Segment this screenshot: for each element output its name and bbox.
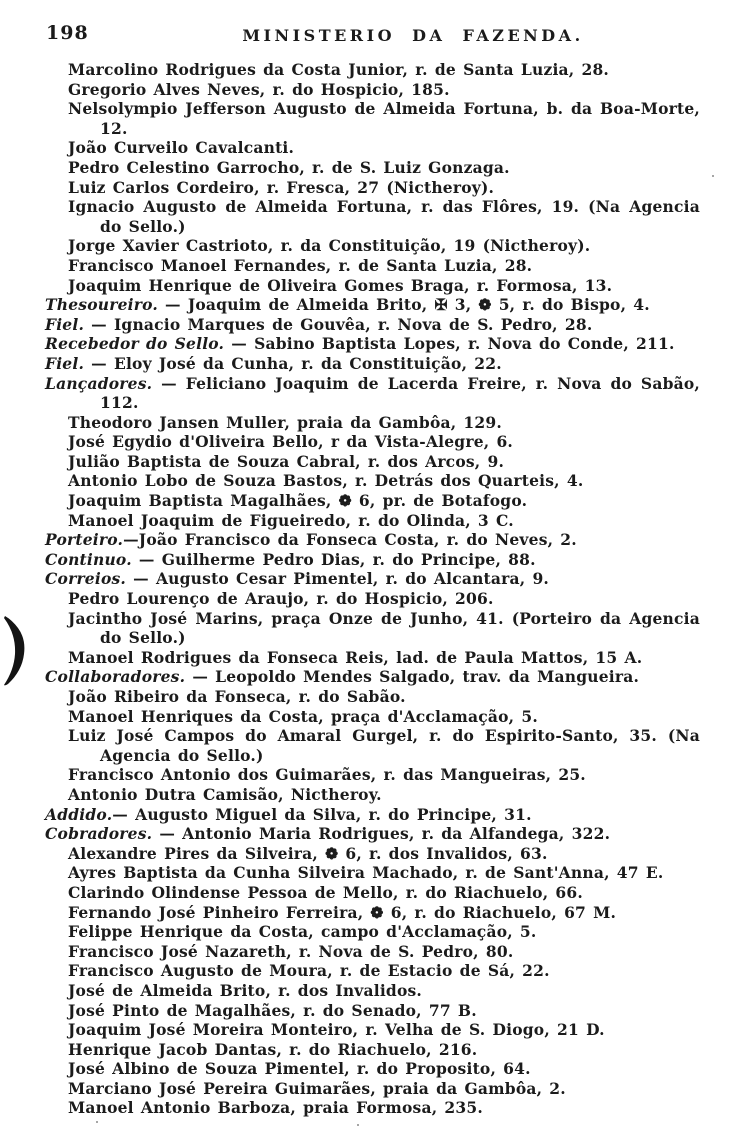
directory-entry <box>0 315 736 335</box>
entry-text: Francisco Augusto de Moura, r. de Estacio de Sá, 22. <box>68 961 550 981</box>
ink-blot-artifact <box>2 614 30 688</box>
directory-entry <box>0 667 736 687</box>
entry-role-label: Addido. <box>45 804 113 824</box>
entry-role-label: Thesoureiro. <box>45 295 158 315</box>
entry-text: Jorge Xavier Castrioto, r. da Constituição, 19 (Nictheroy). <box>68 236 591 256</box>
entry-role-label: Fiel. <box>45 314 85 334</box>
entry-text: Henrique Jacob Dantas, r. do Riachuelo, 216. <box>68 1039 478 1059</box>
entry-text: Theodoro Jansen Muller, praia da Gambôa, 129. <box>68 412 502 432</box>
directory-entry <box>0 648 736 668</box>
entry-text: José Albino de Souza Pimentel, r. do Proposito, 64. <box>68 1059 531 1079</box>
entry-separator: — <box>84 353 114 373</box>
directory-entry <box>0 707 736 727</box>
directory-entry <box>0 236 736 256</box>
entry-text: Luiz Carlos Cordeiro, r. Fresca, 27 (Nictheroy). <box>68 177 495 197</box>
directory-entry <box>0 805 736 825</box>
directory-entry <box>0 530 736 550</box>
directory-entry <box>0 687 736 707</box>
directory-entry <box>0 863 736 883</box>
directory-entry <box>0 60 736 80</box>
directory-entry <box>0 883 736 903</box>
directory-entry <box>0 432 736 452</box>
directory-entry <box>0 1001 736 1021</box>
scan-speckle <box>357 1124 359 1126</box>
entry-role-label: Fiel. <box>45 353 85 373</box>
entry-text: Joaquim Baptista Magalhães, ❁ 6, pr. de Botafogo. <box>68 491 528 511</box>
entry-separator: — <box>112 804 136 824</box>
directory-entry <box>0 609 736 648</box>
entry-role-label: Collaboradores. <box>45 667 186 687</box>
entry-separator: — <box>126 569 156 589</box>
directory-list <box>0 58 736 1118</box>
directory-entry <box>0 1040 736 1060</box>
directory-entry <box>0 550 736 570</box>
entry-text: Augusto Miguel da Silva, r. do Principe, 31. <box>135 804 532 824</box>
directory-entry <box>0 491 736 511</box>
entry-separator: — <box>224 334 255 354</box>
entry-text: Feliciano Joaquim de Lacerda Freire, r. Nova do Sabão, 112. <box>100 373 700 413</box>
entry-text: Clarindo Olindense Pessoa de Mello, r. do Riachuelo, 66. <box>68 882 583 902</box>
entry-text: Guilherme Pedro Dias, r. do Principe, 88. <box>161 549 536 569</box>
entry-text: Francisco Antonio dos Guimarães, r. das Mangueiras, 25. <box>68 765 586 785</box>
entry-text: Joaquim José Moreira Monteiro, r. Velha de S. Diogo, 21 D. <box>68 1020 605 1040</box>
directory-entry <box>0 354 736 374</box>
entry-text: Joaquim de Almeida Brito, ✠ 3, ❁ 5, r. do Bispo, 4. <box>187 295 650 315</box>
directory-entry <box>0 334 736 354</box>
directory-entry <box>0 903 736 923</box>
page-number: 198 <box>46 22 89 44</box>
directory-entry <box>0 961 736 981</box>
entry-text: Francisco José Nazareth, r. Nova de S. Pedro, 80. <box>68 941 514 961</box>
directory-entry <box>0 922 736 942</box>
entry-text: Augusto Cesar Pimentel, r. do Alcantara, 9. <box>155 569 550 589</box>
directory-entry <box>0 1020 736 1040</box>
entry-text: Marciano José Pereira Guimarães, praia da Gambôa, 2. <box>68 1078 566 1098</box>
entry-text: Julião Baptista de Souza Cabral, r. dos Arcos, 9. <box>68 451 505 471</box>
page-header <box>0 0 736 58</box>
directory-entry <box>0 844 736 864</box>
entry-text: Manoel Antonio Barboza, praia Formosa, 235. <box>68 1098 483 1118</box>
entry-text: Pedro Lourenço de Araujo, r. do Hospicio, 206. <box>68 589 494 609</box>
scan-speckle <box>712 175 714 177</box>
entry-separator: — <box>84 314 114 334</box>
entry-role-label: Continuo. <box>45 549 132 569</box>
entry-text: Ignacio Augusto de Almeida Fortuna, r. das Flôres, 19. (Na Agencia do Sello.) <box>68 197 700 236</box>
directory-entry <box>0 452 736 472</box>
entry-text: Gregorio Alves Neves, r. do Hospicio, 185. <box>68 79 450 99</box>
entry-text: Manoel Henriques da Costa, praça d'Acclamação, 5. <box>68 706 538 726</box>
entry-role-label: Recebedor do Sello. <box>45 334 225 354</box>
page-title: MINISTERIO DA FAZENDA. <box>242 26 584 45</box>
entry-separator: — <box>152 373 186 393</box>
directory-entry <box>0 1079 736 1099</box>
entry-text: João Francisco da Fonseca Costa, r. do Neves, 2. <box>138 530 577 550</box>
entry-text: José de Almeida Brito, r. dos Invalidos. <box>68 980 423 1000</box>
entry-text: Felippe Henrique da Costa, campo d'Acclamação, 5. <box>68 922 537 942</box>
directory-entry <box>0 1098 736 1118</box>
directory-entry <box>0 99 736 138</box>
entry-role-label: Cobradores. <box>45 824 153 844</box>
directory-entry <box>0 785 736 805</box>
directory-entry <box>0 471 736 491</box>
entry-separator: — <box>185 667 216 687</box>
entry-text: José Pinto de Magalhães, r. do Senado, 77 B. <box>68 1000 477 1020</box>
entry-text: Pedro Celestino Garrocho, r. de S. Luiz Gonzaga. <box>68 157 510 177</box>
entry-text: Nelsolympio Jefferson Augusto de Almeida Fortuna, b. da Boa-Morte, 12. <box>68 99 700 138</box>
directory-entry <box>0 589 736 609</box>
entry-text: Fernando José Pinheiro Ferreira, ❁ 6, r. do Riachuelo, 67 M. <box>68 902 617 922</box>
entry-text: Antonio Lobo de Souza Bastos, r. Detrás dos Quarteis, 4. <box>68 471 584 491</box>
directory-entry <box>0 374 736 413</box>
entry-text: João Ribeiro da Fonseca, r. do Sabão. <box>68 687 406 706</box>
entry-role-label: Porteiro. <box>45 530 124 550</box>
entry-text: Marcolino Rodrigues da Costa Junior, r. de Santa Luzia, 28. <box>68 60 610 79</box>
entry-role-label: Correios. <box>45 569 127 589</box>
entry-text: Manoel Joaquim de Figueiredo, r. do Olinda, 3 C. <box>68 510 514 530</box>
entry-separator: — <box>131 549 162 569</box>
directory-entry <box>0 511 736 531</box>
entry-text: Leopoldo Mendes Salgado, trav. da Mangueira. <box>215 667 640 687</box>
directory-entry <box>0 295 736 315</box>
directory-entry <box>0 256 736 276</box>
directory-entry <box>0 1059 736 1079</box>
entry-separator: — <box>152 824 183 844</box>
entry-text: Jacintho José Marins, praça Onze de Junho, 41. (Porteiro da Agencia do Sello.) <box>68 608 700 648</box>
directory-entry <box>0 981 736 1001</box>
directory-entry <box>0 413 736 433</box>
entry-text: Luiz José Campos do Amaral Gurgel, r. do Espirito-Santo, 35. (Na Agencia do Sello.) <box>68 726 700 765</box>
directory-entry <box>0 824 736 844</box>
directory-entry <box>0 765 736 785</box>
directory-entry <box>0 178 736 198</box>
directory-entry <box>0 726 736 765</box>
entry-text: Ignacio Marques de Gouvêa, r. Nova de S. Pedro, 28. <box>113 314 593 334</box>
directory-entry <box>0 942 736 962</box>
entry-separator: — <box>157 295 188 315</box>
entry-text: Joaquim Henrique de Oliveira Gomes Braga, r. Formosa, 13. <box>68 275 613 295</box>
entry-separator: — <box>123 530 139 550</box>
directory-entry <box>0 276 736 296</box>
entry-text: Antonio Dutra Camisão, Nictheroy. <box>68 784 382 804</box>
entry-text: Alexandre Pires da Silveira, ❁ 6, r. dos Invalidos, 63. <box>68 843 548 863</box>
directory-entry <box>0 569 736 589</box>
entry-role-label: Lançadores. <box>45 373 153 393</box>
entry-text: Sabino Baptista Lopes, r. Nova do Conde, 211. <box>254 334 675 354</box>
entry-text: José Egydio d'Oliveira Bello, r da Vista-Alegre, 6. <box>68 432 514 452</box>
entry-text: Ayres Baptista da Cunha Silveira Machado, r. de Sant'Anna, 47 E. <box>68 863 664 883</box>
entry-text: João Curveilo Cavalcanti. <box>68 138 295 158</box>
entry-text: Francisco Manoel Fernandes, r. de Santa Luzia, 28. <box>68 255 533 275</box>
entry-text: Antonio Maria Rodrigues, r. da Alfandega, 322. <box>182 824 611 844</box>
directory-entry <box>0 138 736 158</box>
entry-text: Eloy José da Cunha, r. da Constituição, 22. <box>113 353 502 373</box>
directory-entry <box>0 197 736 236</box>
directory-entry <box>0 80 736 100</box>
scan-speckle <box>96 1121 98 1123</box>
entry-text: Manoel Rodrigues da Fonseca Reis, lad. de Paula Mattos, 15 A. <box>68 647 643 667</box>
directory-entry <box>0 158 736 178</box>
